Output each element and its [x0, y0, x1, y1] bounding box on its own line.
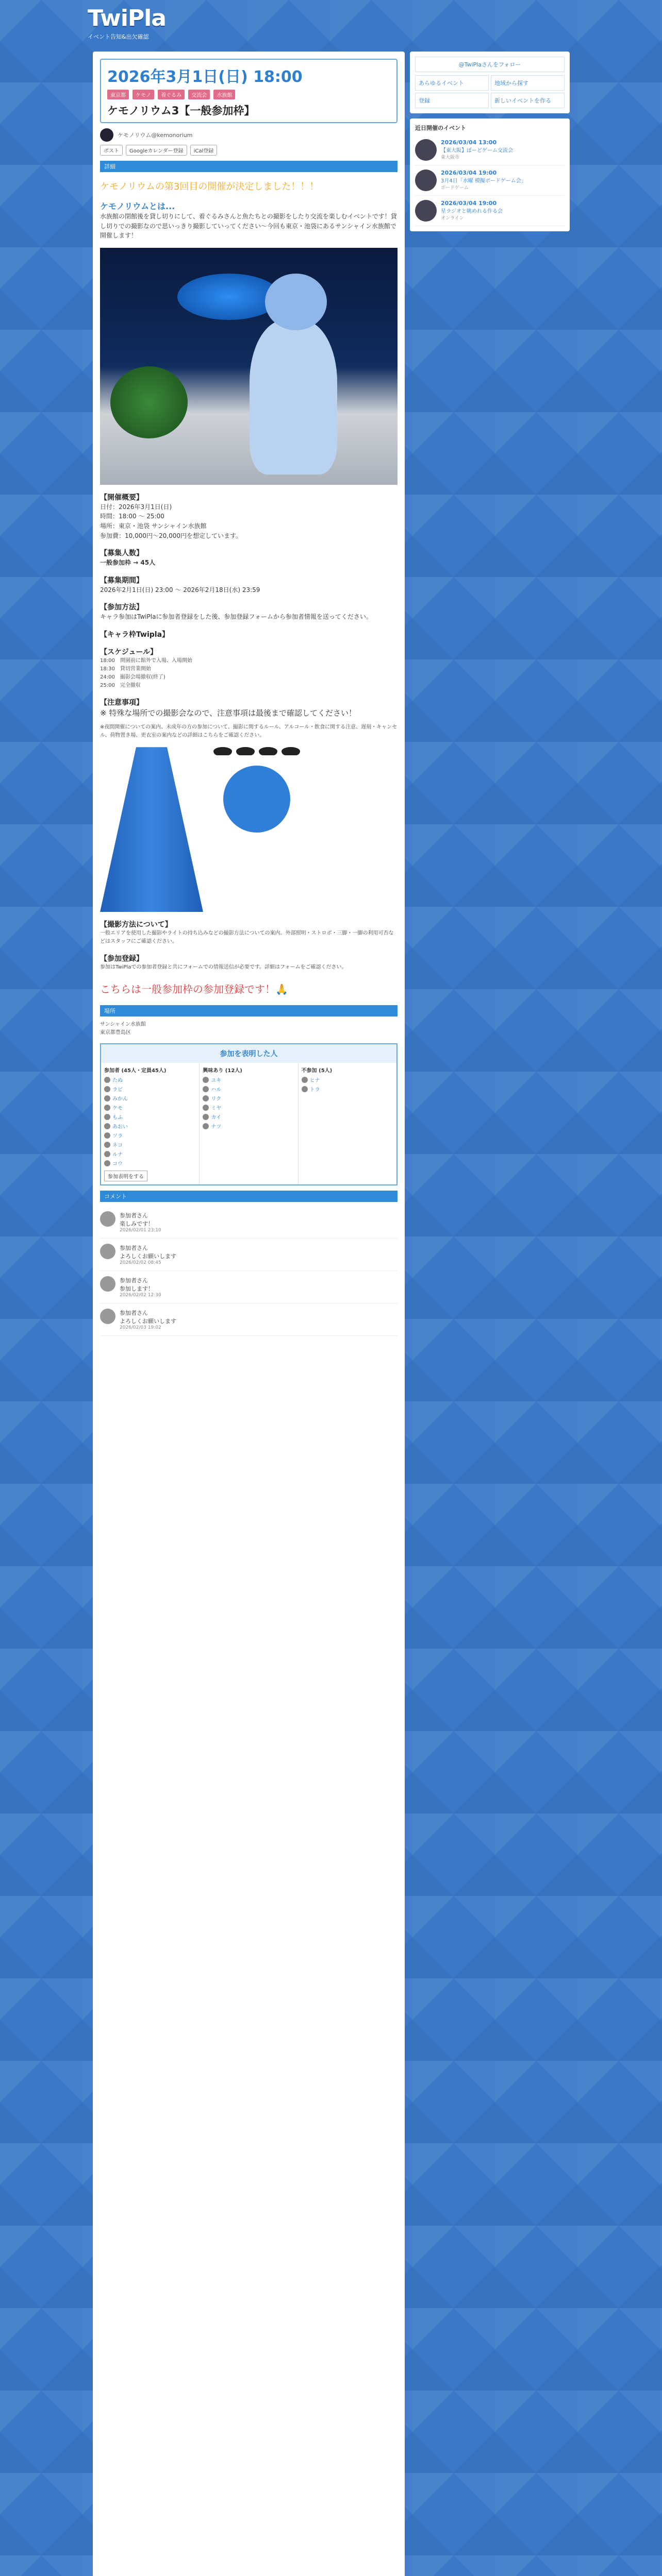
sidebar-nav: [410, 52, 570, 113]
schedule-item: 24:00 撮影会場撤収(終了): [100, 674, 166, 680]
organizer-avatar: [100, 128, 113, 142]
join-heading: 参加を表明した人: [101, 1044, 396, 1063]
form-heading: 【キャラ枠Twipla】: [100, 630, 170, 639]
organizer-name[interactable]: ケモノリウム@kemonorium: [118, 132, 193, 139]
new-event-button[interactable]: 新しいイベントを作る: [491, 93, 565, 108]
recruit-heading: 【募集人数】: [100, 549, 143, 558]
site-header: [88, 5, 211, 46]
member[interactable]: トラ: [302, 1085, 393, 1093]
join-col-absent: [299, 1063, 396, 1184]
map-address: 東京都豊島区: [100, 1030, 131, 1036]
col-heading: 興味あり (12人): [203, 1068, 242, 1074]
changing-tent: [100, 747, 203, 912]
member[interactable]: ソラ: [104, 1131, 196, 1139]
tent-folded: [223, 766, 290, 833]
member[interactable]: リク: [203, 1094, 294, 1102]
member[interactable]: もふ: [104, 1113, 196, 1121]
event-thumb: [415, 170, 437, 191]
recent-event[interactable]: 2026/03/04 13:00 【東大阪】ぼーどゲーム交流会 東大阪市: [415, 135, 565, 165]
member[interactable]: ネコ: [104, 1141, 196, 1148]
recent-event[interactable]: 2026/03/04 19:00 3月4日「水曜 模擬ボードゲーム会」 ボードゲーム: [415, 165, 565, 196]
shoot-text: 一般エリアを使用した撮影やライトの持ち込みなどの撮影方法についての案内。外部照明・ストロボ・三脚・一脚の利用可否などはスタッフにご確認ください。: [100, 930, 394, 945]
comment-avatar[interactable]: [100, 1276, 115, 1292]
comment-avatar[interactable]: [100, 1211, 115, 1227]
site-tagline: イベント告知&出欠確認: [88, 33, 149, 40]
all-events-button[interactable]: あらゆるイベント: [415, 75, 489, 91]
share-buttons: [100, 145, 398, 156]
notes-lead: ※ 特殊な場所での撮影会なので、注意事項は最後まで確認してください！: [100, 708, 357, 718]
schedule-item: 25:00 完全撤収: [100, 682, 141, 688]
basic-line: 時間：18:00 〜 25:00: [100, 513, 164, 520]
tag[interactable]: ケモノ: [133, 90, 154, 99]
event-tags: [107, 90, 390, 99]
comments-section-header: コメント: [100, 1191, 398, 1202]
tag[interactable]: 着ぐるみ: [158, 90, 185, 99]
tag[interactable]: 水族館: [213, 90, 235, 99]
comment-avatar[interactable]: [100, 1244, 115, 1259]
ical-button[interactable]: iCal登録: [190, 145, 218, 156]
region-search-button[interactable]: 地域から探す: [491, 75, 565, 91]
event-thumb: [415, 139, 437, 161]
tag[interactable]: 交流会: [188, 90, 210, 99]
member[interactable]: ケモ: [104, 1104, 196, 1111]
how-heading: 【参加方法】: [100, 603, 143, 612]
schedule-heading: 【スケジュール】: [100, 648, 158, 656]
member[interactable]: コウ: [104, 1159, 196, 1167]
period-text: 2026年2月1日(日) 23:00 〜 2026年2月18日(水) 23:59: [100, 586, 260, 594]
comment: 参加者さん よろしくお願いします 2026/02/03 19:02: [100, 1303, 398, 1336]
plant: [110, 366, 188, 438]
detail-section-header: 詳細: [100, 161, 398, 172]
schedule-item: 18:30 貸切営業開始: [100, 666, 151, 672]
member[interactable]: ナツ: [203, 1122, 294, 1130]
lead-text: ケモノリウムとは...: [100, 201, 175, 211]
event-thumb: [415, 200, 437, 222]
basic-line: 日付：2026年3月1日(日): [100, 503, 172, 511]
member[interactable]: ハル: [203, 1085, 294, 1093]
member[interactable]: ユキ: [203, 1076, 294, 1083]
comment: 参加者さん 参加します！ 2026/02/02 12:30: [100, 1271, 398, 1303]
post-button[interactable]: ポスト: [100, 145, 123, 156]
register-button[interactable]: 登録: [415, 93, 489, 108]
map-place[interactable]: サンシャイン水族館: [100, 1022, 146, 1028]
event-main: [93, 52, 405, 2576]
google-calendar-button[interactable]: Googleカレンダー登録: [126, 145, 187, 156]
col-heading: 参加者 (45人・定員45人): [104, 1068, 167, 1074]
confirm-text: 参加はTwiPlaでの参加者登録と共にフォームでの情報送信が必要です。詳細はフォームをご確認ください。: [100, 964, 347, 971]
intro-text: 水族館の閉館後を貸し切りにして、着ぐるみさんと魚たちとの撮影をしたり交流を楽しむイベントです！貸し切りでの撮影なので思いっきり撮影していってください〜今回も東京・池袋にあるサンシャイン水族館で開催します！: [100, 213, 397, 240]
follow-button[interactable]: @TwiPlaさんをフォロー: [415, 57, 565, 72]
join-button[interactable]: 参加表明をする: [104, 1171, 147, 1181]
join-col-interested: [200, 1063, 298, 1184]
basic-line: 場所：東京・池袋 サンシャイン水族館: [100, 522, 207, 530]
basic-heading: 【開催概要】: [100, 493, 143, 502]
event-date: 2026年3月1日(日) 18:00: [107, 68, 303, 86]
col-heading: 不参加 (5人): [301, 1068, 333, 1074]
fursuit-figure: [229, 263, 358, 480]
tent-image: [100, 747, 398, 912]
shoot-heading: 【撮影方法について】: [100, 921, 172, 929]
comment: 参加者さん 楽しみです！ 2026/02/01 23:10: [100, 1206, 398, 1239]
map-section-header: 場所: [100, 1005, 398, 1016]
recent-event[interactable]: 2026/03/04 19:00 星ラジオと眺めれる作る会 オンライン: [415, 196, 565, 226]
comment-avatar[interactable]: [100, 1309, 115, 1324]
tent-parts: [213, 747, 300, 912]
tag[interactable]: 東京都: [107, 90, 129, 99]
member[interactable]: ミヤ: [203, 1104, 294, 1111]
notes-heading: 【注意事項】: [100, 698, 143, 707]
join-box: [100, 1043, 398, 1185]
basic-line: 参加費：10,000円〜20,000円を想定しています。: [100, 532, 242, 539]
member[interactable]: カイ: [203, 1113, 294, 1121]
recruit-count: 一般参加枠 → 45人: [100, 559, 156, 567]
member[interactable]: ルナ: [104, 1150, 196, 1158]
member[interactable]: たぬ: [104, 1076, 196, 1083]
comment: 参加者さん よろしくお願いします 2026/02/02 08:45: [100, 1239, 398, 1271]
cta-text: こちらは一般参加枠の参加登録です！🙏: [100, 983, 288, 996]
organizer[interactable]: [100, 128, 398, 142]
event-title: ケモノリウム3【一般参加枠】: [107, 105, 255, 117]
period-heading: 【募集期間】: [100, 576, 143, 585]
recent-events: [410, 118, 570, 231]
member[interactable]: ラビ: [104, 1085, 196, 1093]
event-title-box: [100, 59, 398, 123]
site-logo[interactable]: TwiPla: [88, 5, 166, 31]
sidebar: [410, 52, 570, 236]
member[interactable]: ヒナ: [302, 1076, 393, 1083]
join-columns: [101, 1063, 396, 1184]
event-photo: [100, 248, 398, 485]
member[interactable]: あおい: [104, 1122, 196, 1130]
recent-heading: 近日開催のイベント: [415, 125, 466, 131]
highlight-text: ケモノリウムの第3回目の開催が決定しました！！！: [100, 181, 319, 192]
confirm-heading: 【参加登録】: [100, 955, 143, 963]
schedule-item: 18:00 開園前に館外で入場、入場開始: [100, 657, 192, 664]
member[interactable]: みかん: [104, 1094, 196, 1102]
how-text: キャラ参加はTwiPlaに参加者登録をした後、参加登録フォームから参加者情報を送ってください。: [100, 613, 372, 621]
join-col-attending: [101, 1063, 200, 1184]
notes-text: ※夜間開催についての案内、未成年の方の参加について、撮影に関するルール、アルコール・飲食に関する注意、遅刻・キャンセル、荷物置き場、更衣室の案内などの詳細はこちらをご確認ください。: [100, 724, 398, 739]
